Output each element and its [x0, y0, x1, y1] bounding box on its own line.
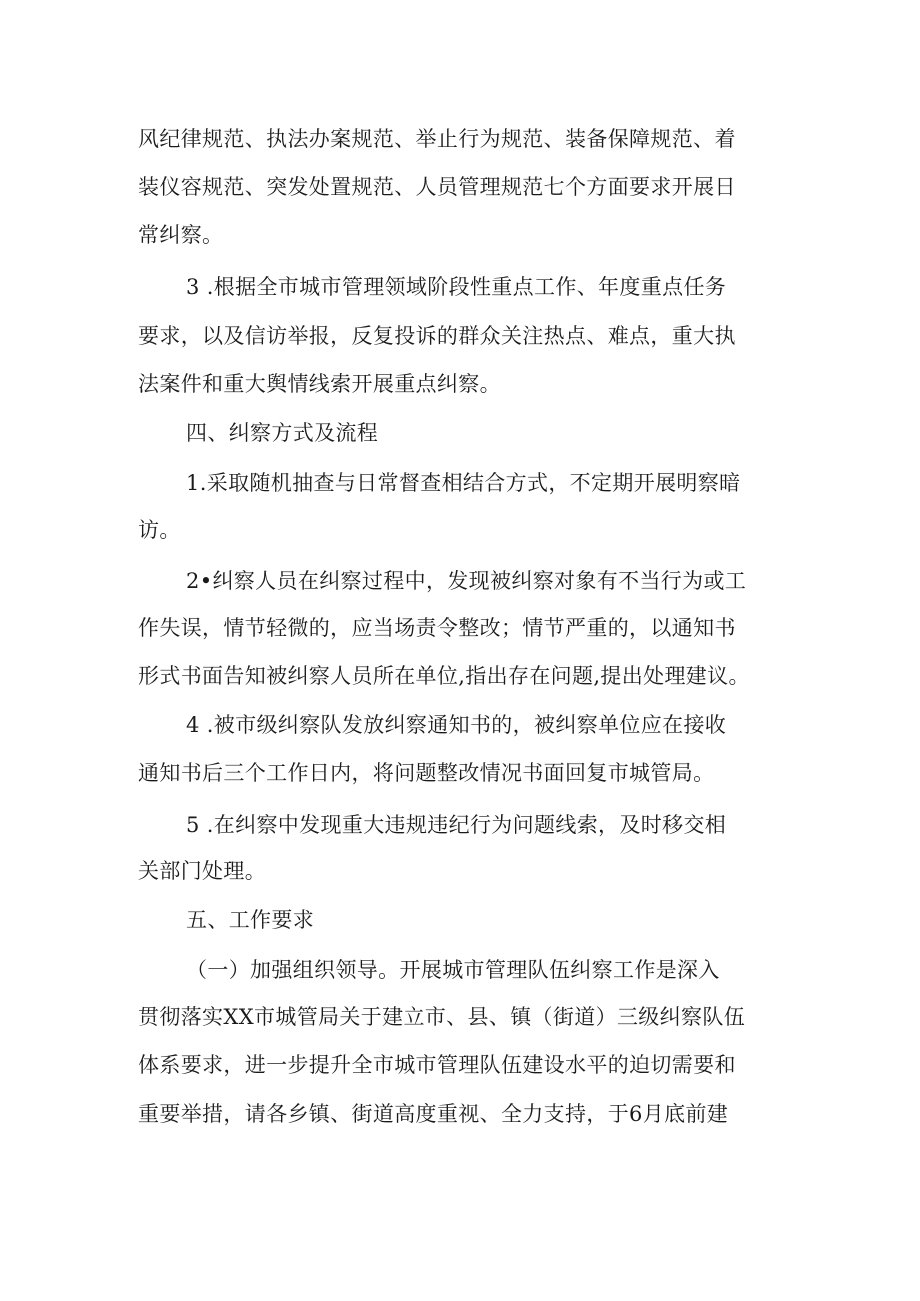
paragraph-3-start: 3 .根据全市城市管理领域阶段性重点工作、年度重点任务: [186, 275, 727, 299]
text-line: 法案件和重大舆情线索开展重点纠察。: [138, 372, 501, 396]
item-1-start: 1.采取随机抽查与日常督查相结合方式，不定期开展明察暗: [186, 471, 741, 495]
text-line: 体系要求，进一步提升全市城市管理队伍建设水平的迫切需要和: [138, 1053, 736, 1077]
item-5-start: 5 .在纠察中发现重大违规违纪行为问题线索，及时移交相: [186, 813, 727, 837]
text-line: 重要举措，请各乡镇、街道高度重视、全力支持，于6月底前建: [138, 1102, 729, 1126]
section-heading-4: 四、纠察方式及流程: [186, 421, 379, 445]
item-2-start: 2•纠察人员在纠察过程中，发现被纠察对象有不当行为或工: [186, 569, 747, 593]
subsection-1-start: （一）加强组织领导。开展城市管理队伍纠察工作是深入: [186, 958, 720, 982]
section-heading-5: 五、工作要求: [186, 908, 315, 932]
item-4-start: 4 .被市级纠察队发放纠察通知书的，被纠察单位应在接收: [186, 713, 727, 737]
text-line: 形式书面告知被纠察人员所在单位,指出存在问题,提出处理建议。: [138, 664, 750, 688]
text-line: 常纠察。: [138, 223, 224, 247]
text-line: 通知书后三个工作日内，将问题整改情况书面回复市城管局。: [138, 761, 715, 785]
text-line: 访。: [138, 518, 181, 542]
text-line: 风纪律规范、执法办案规范、举止行为规范、装备保障规范、着: [138, 127, 736, 151]
text-line: 关部门处理。: [138, 859, 267, 883]
text-line: 作失误，情节轻微的，应当场责令整改；情节严重的，以通知书: [138, 616, 736, 640]
text-line: 要求，以及信访举报，反复投诉的群众关注热点、难点，重大执: [138, 324, 736, 348]
text-line: 贯彻落实XX市城管局关于建立市、县、镇（街道）三级纠察队伍: [138, 1005, 746, 1029]
text-line: 装仪容规范、突发处置规范、人员管理规范七个方面要求开展日: [138, 175, 736, 199]
